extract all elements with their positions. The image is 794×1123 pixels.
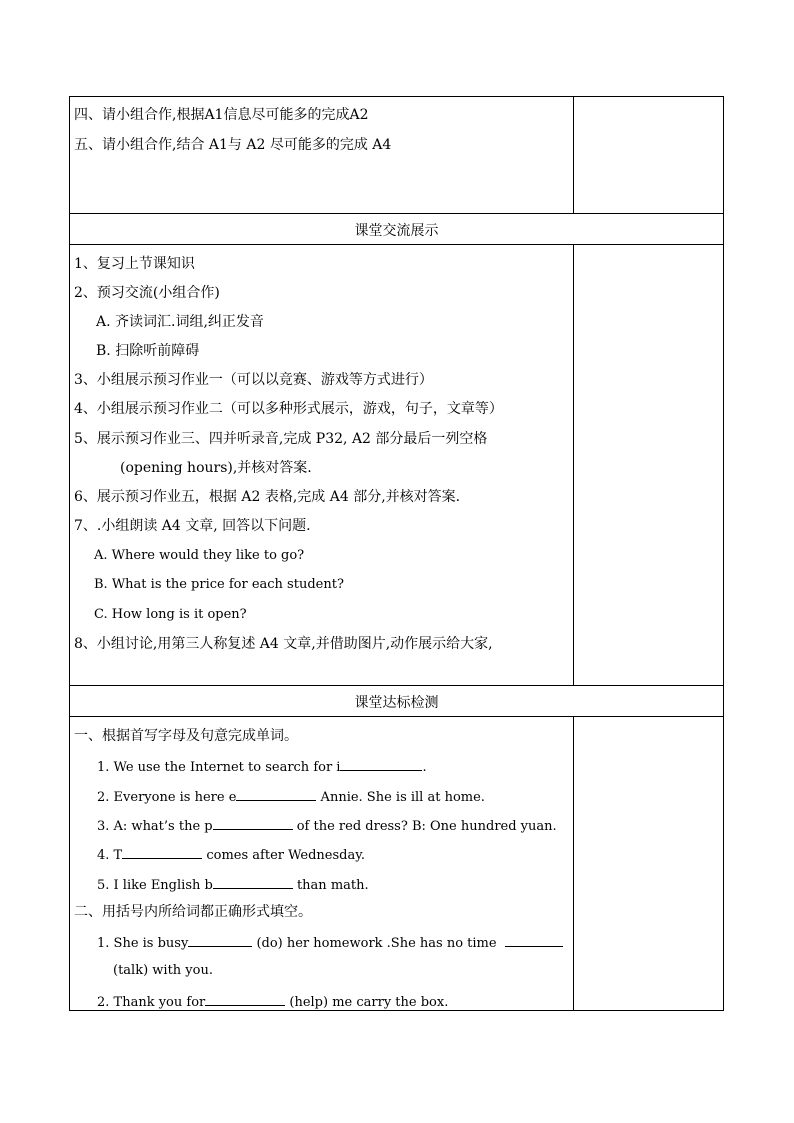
answer-blank[interactable] bbox=[188, 932, 252, 947]
answer-blank[interactable] bbox=[213, 815, 293, 830]
activity-line: 1、复习上节课知识 bbox=[74, 256, 195, 272]
activity-line: 2、预习交流(小组合作) bbox=[74, 285, 220, 301]
column-divider bbox=[573, 244, 574, 685]
answer-blank[interactable] bbox=[213, 874, 293, 889]
activity-line: 8、小组讨论,用第三人称复述 A4 文章,并借助图片,动作展示给大家, bbox=[74, 636, 493, 652]
row-divider bbox=[70, 213, 723, 214]
exercise-question: 2. Thank you for (help) me carry the box. bbox=[97, 991, 448, 1012]
exercise-question: 3. A: what’s the p of the red dress? B: One hundred yuan. bbox=[97, 815, 557, 836]
column-divider bbox=[573, 97, 574, 214]
activity-line: 5、展示预习作业三、四并听录音,完成 P32, A2 部分最后一列空格 bbox=[74, 431, 488, 447]
activity-subline: (opening hours),并核对答案. bbox=[120, 460, 312, 476]
answer-blank[interactable] bbox=[236, 786, 316, 801]
answer-blank[interactable] bbox=[340, 756, 422, 771]
column-divider bbox=[573, 716, 574, 1011]
exercise-question-continued: (talk) with you. bbox=[113, 963, 213, 978]
question-line: B. What is the price for each student? bbox=[94, 577, 344, 592]
task-line: 五、请小组合作,结合 A1与 A2 尽可能多的完成 A4 bbox=[74, 137, 392, 153]
activity-line: 3、小组展示预习作业一（可以以竞赛、游戏等方式进行） bbox=[74, 372, 433, 388]
row-divider bbox=[70, 716, 723, 717]
row-divider bbox=[70, 244, 723, 245]
answer-blank[interactable] bbox=[122, 844, 202, 859]
row-divider bbox=[70, 685, 723, 686]
activity-line: 6、展示预习作业五，根据 A2 表格,完成 A4 部分,并核对答案. bbox=[74, 489, 461, 505]
exercise-question: 2. Everyone is here e Annie. She is ill at home. bbox=[97, 786, 485, 807]
answer-blank[interactable] bbox=[505, 932, 563, 947]
question-line: C. How long is it open? bbox=[94, 607, 247, 622]
section-header-classroom-exchange: 课堂交流展示 bbox=[354, 223, 439, 239]
activity-line: 7、.小组朗读 A4 文章, 回答以下问题. bbox=[74, 518, 311, 534]
activity-line: 4、小组展示预习作业二（可以多种形式展示，游戏，句子，文章等） bbox=[74, 401, 503, 417]
task-line: 四、请小组合作,根据A1信息尽可能多的完成A2 bbox=[74, 107, 369, 123]
exercise-title: 一、根据首写字母及句意完成单词。 bbox=[74, 728, 298, 744]
question-line: A. Where would they like to go? bbox=[94, 548, 305, 563]
section-header-classroom-test: 课堂达标检测 bbox=[354, 695, 439, 711]
exercise-title: 二、用括号内所给词都正确形式填空。 bbox=[74, 904, 312, 920]
exercise-question: 5. I like English b than math. bbox=[97, 874, 369, 895]
activity-subline: A. 齐读词汇.词组,纠正发音 bbox=[96, 314, 264, 330]
exercise-question: 4. T comes after Wednesday. bbox=[97, 844, 365, 865]
exercise-question: 1. She is busy (do) her homework .She has no time bbox=[97, 932, 563, 953]
exercise-question: 1. We use the Internet to search for i . bbox=[97, 756, 427, 777]
answer-blank[interactable] bbox=[205, 991, 285, 1006]
lesson-table bbox=[69, 96, 724, 1011]
activity-subline: B. 扫除听前障碍 bbox=[96, 343, 200, 359]
